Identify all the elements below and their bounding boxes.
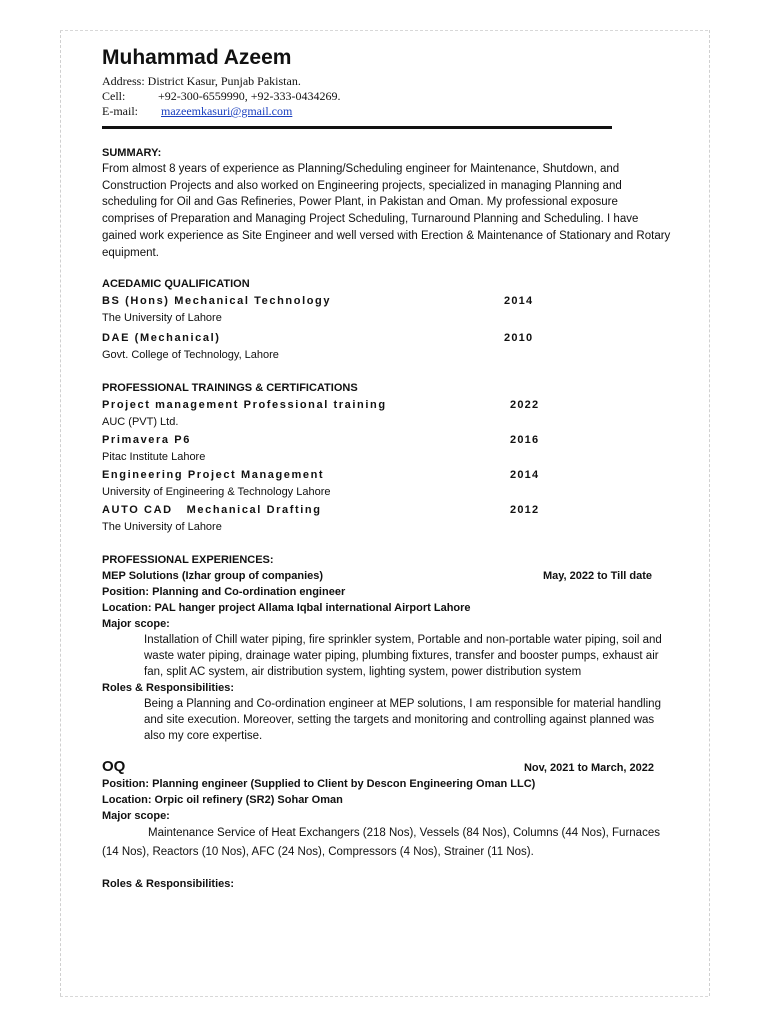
address-label: Address:: [102, 74, 145, 88]
academic-institute: Govt. College of Technology, Lahore: [102, 349, 279, 362]
summary-heading: SUMMARY:: [102, 147, 162, 159]
cell-value: +92-300-6559990, +92-333-0434269.: [158, 89, 341, 103]
job-scope: Maintenance Service of Heat Exchangers (218 Nos), Vessels (84 Nos), Columns (44 Nos), Furnaces (14 Nos), Reactors (10 Nos), AFC (24 Nos), Compressors (4 Nos), Strainer (11 Nos).: [102, 827, 660, 859]
training-year: 2012: [510, 504, 540, 517]
job-position: Position: Planning engineer (Supplied to Client by Descon Engineering Oman LLC): [102, 778, 536, 791]
address-line: [102, 74, 672, 89]
job-scope-label: Major scope:: [102, 618, 170, 631]
job-dates: May, 2022 to Till date: [542, 570, 652, 583]
training-year: 2016: [510, 434, 540, 447]
job-roles-label: Roles & Responsibilities:: [102, 878, 235, 891]
job-roles-label: Roles & Responsibilities:: [102, 682, 235, 695]
email-link[interactable]: mazeemkasuri@gmail.com: [161, 104, 293, 118]
academic-institute: The University of Lahore: [102, 312, 222, 325]
address-value: District Kasur, Punjab Pakistan.: [147, 74, 301, 88]
training-year: 2014: [510, 469, 540, 482]
academic-title: DAE (Mechanical): [102, 332, 221, 345]
training-title: Project management Professional training: [102, 399, 387, 412]
email-label: E-mail:: [102, 104, 138, 118]
candidate-name: Muhammad Azeem: [102, 46, 292, 69]
summary-text: From almost 8 years of experience as Planning/Scheduling engineer for Maintenance, Shutdown, and Construction Projects and also worked on Engineering projects, specialized in managing Planning and scheduling for Oil and Gas Refineries, Power Plant, in Pakistan and Oman. My professional exposure comprises of Preparation and Managing Project Scheduling, Turnaround Planning and Scheduling. I have gained work experience as Site Engineer and well versed with Erection & Maintenance of Stationary and Rotary equipment.: [102, 163, 671, 259]
job-entry: [102, 568, 672, 744]
job-location: Location: PAL hanger project Allama Iqbal international Airport Lahore: [102, 602, 471, 615]
training-institute: AUC (PVT) Ltd.: [102, 416, 179, 429]
training-title: Engineering Project Management: [102, 469, 325, 482]
job-position: Position: Planning and Co-ordination engineer: [102, 586, 346, 599]
training-item: [102, 501, 672, 536]
job-location: Location: Orpic oil refinery (SR2) Sohar Oman: [102, 794, 343, 807]
email-line: [102, 104, 672, 119]
experience-heading: PROFESSIONAL EXPERIENCES:: [102, 554, 274, 567]
page-bottom-edge: [60, 996, 708, 997]
job-entry: [102, 758, 672, 892]
job-roles: Being a Planning and Co-ordination engineer at MEP solutions, I am responsible for material handling and site execution. Moreover, setting the targets and monitoring and controlling against planned was also my core expertise.: [144, 698, 661, 743]
job-scope-label: Major scope:: [102, 810, 170, 823]
academic-year: 2010: [504, 332, 534, 345]
trainings-heading: PROFESSIONAL TRAININGS & CERTIFICATIONS: [102, 382, 358, 395]
training-institute: University of Engineering & Technology Lahore: [102, 486, 331, 499]
job-dates: Nov, 2021 to March, 2022: [523, 762, 654, 775]
job-company: OQ: [102, 758, 126, 776]
training-year: 2022: [510, 399, 540, 412]
job-scope: Installation of Chill water piping, fire sprinkler system, Portable and non-portable water piping, soil and waste water piping, drainage water piping, plumbing fixtures, transfer and booster pumps, exhaust air fan, split AC system, air distribution system, lighting system, power distribution system: [144, 634, 662, 679]
cell-line: [102, 89, 672, 104]
academic-item: [102, 329, 672, 364]
resume-content: [102, 44, 672, 892]
academic-title: BS (Hons) Mechanical Technology: [102, 295, 332, 308]
training-institute: Pitac Institute Lahore: [102, 451, 206, 464]
page-top-edge: [60, 30, 708, 31]
job-company: MEP Solutions (Izhar group of companies): [102, 570, 324, 583]
training-item: [102, 396, 672, 431]
training-item: [102, 431, 672, 466]
header-divider: [102, 126, 612, 129]
academic-year: 2014: [504, 295, 534, 308]
academic-item: [102, 292, 672, 327]
training-title: Primavera P6: [102, 434, 191, 447]
academic-heading: ACEDAMIC QUALIFICATION: [102, 278, 250, 291]
training-title: AUTO CAD Mechanical Drafting: [102, 504, 322, 517]
training-item: [102, 466, 672, 501]
training-institute: The University of Lahore: [102, 521, 222, 534]
cell-label: Cell:: [102, 89, 126, 103]
